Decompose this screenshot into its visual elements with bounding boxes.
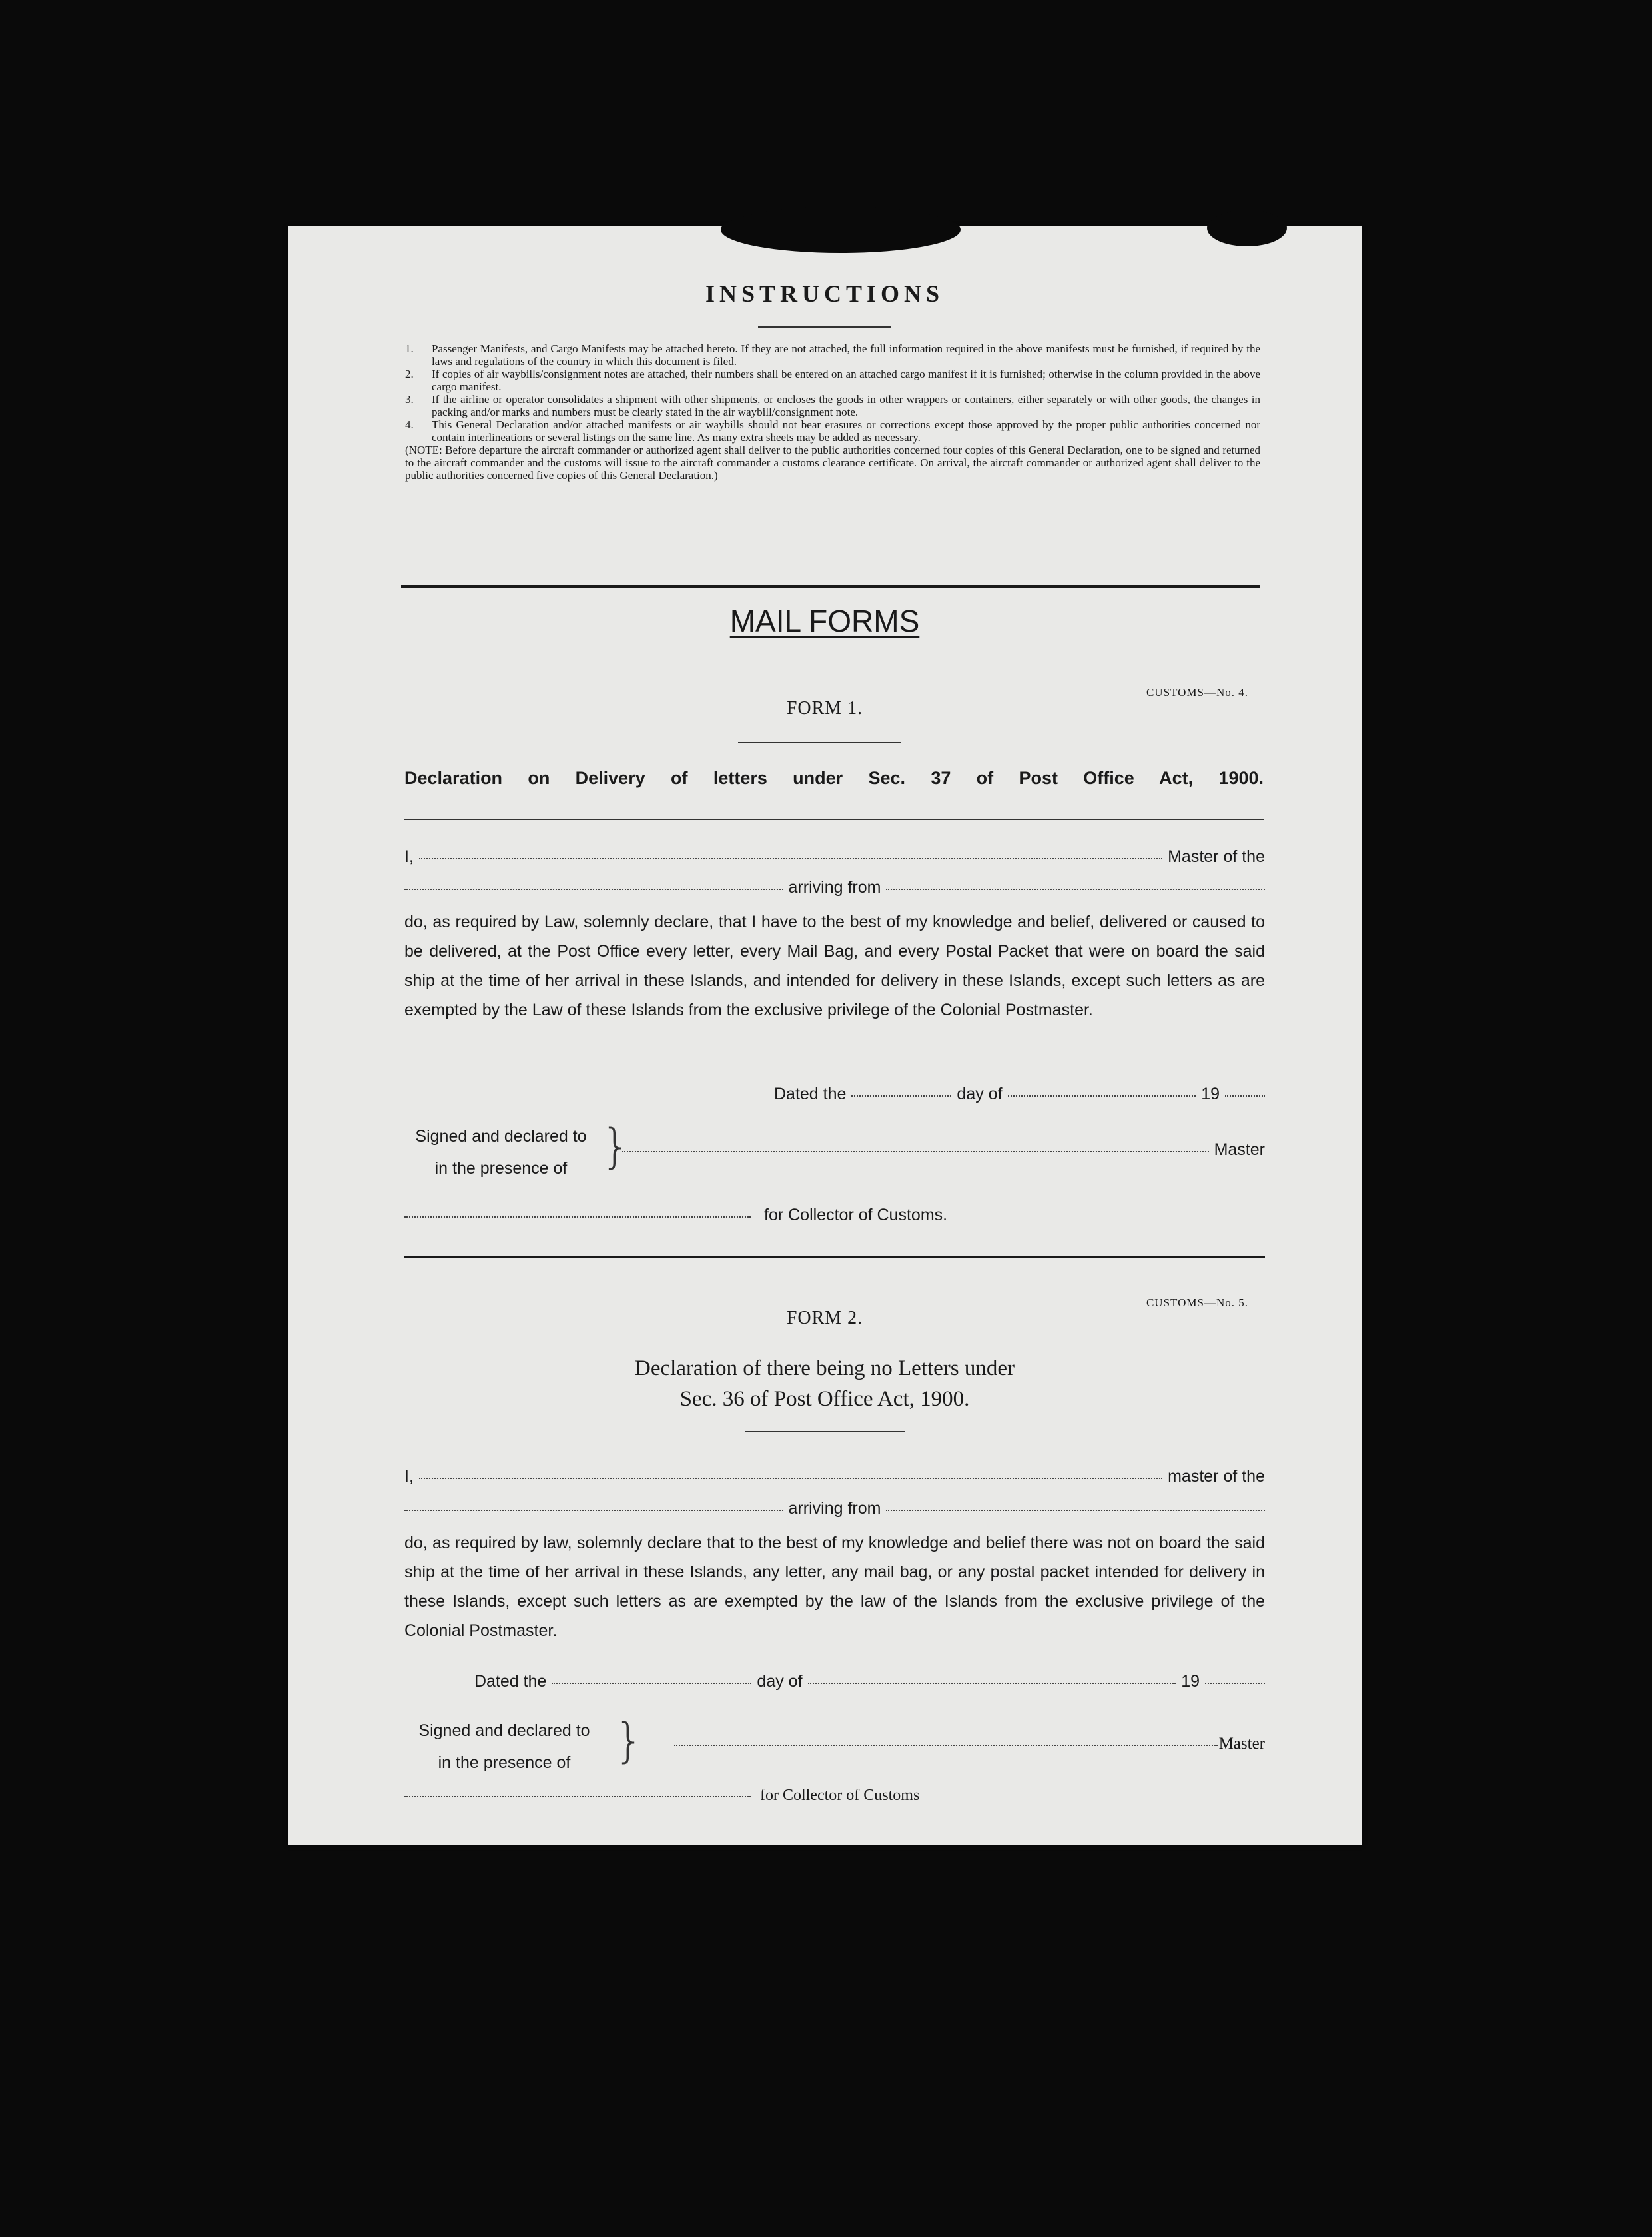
instructions-list xyxy=(405,342,1260,482)
instruction-item: 4. This General Declaration and/or attached manifests or air waybills should not bear erasures or corrections except those approved by the proper public authorities concerned nor contain interlineations or several listings on the same line. As many extra sheets may be added as necessary. xyxy=(405,418,1260,444)
form1-heading: Declaration on Delivery of letters under Sec. 37 of Post Office Act, 1900. xyxy=(404,768,1264,788)
master-name-field[interactable] xyxy=(419,858,1162,859)
customs-number: CUSTOMS—No. 5. xyxy=(1146,1296,1248,1309)
torn-edge xyxy=(1207,210,1287,246)
date-day-field[interactable] xyxy=(851,1095,951,1097)
master-signature-field[interactable] xyxy=(622,1151,1209,1152)
instruction-item: 3. If the airline or operator consolidates a shipment with other shipments, or encloses the goods in other wrappers or containers, either separately or with other goods, the changes in packing and/or marks and numbers must be clearly stated in the air waybill/consignment note. xyxy=(405,393,1260,418)
form2-arriving-line: arriving from xyxy=(404,1499,1265,1518)
form1-signed-label: Signed and declared to in the presence of xyxy=(415,1127,587,1178)
form2-master-line: I, master of the xyxy=(404,1467,1265,1486)
instruction-item: 2. If copies of air waybills/consignment notes are attached, their numbers shall be entered on an attached cargo manifest if it is furnished; otherwise in the column provided in the above cargo manifest. xyxy=(405,368,1260,393)
form2-signed-label: Signed and declared to in the presence of xyxy=(418,1721,590,1772)
title-underline xyxy=(758,326,891,328)
form1-master-sign-line: Master xyxy=(622,1140,1265,1160)
master-name-field[interactable] xyxy=(419,1478,1162,1479)
form-divider xyxy=(404,1256,1265,1258)
form2-date-line: Dated the day of 19 xyxy=(474,1672,1265,1691)
form1-collector-line: for Collector of Customs. xyxy=(404,1206,1004,1225)
date-year-field[interactable] xyxy=(1225,1095,1265,1097)
master-signature-field[interactable] xyxy=(674,1745,1218,1746)
form2-master-sign-line: Master xyxy=(674,1735,1265,1753)
origin-field[interactable] xyxy=(886,889,1265,890)
form2-heading-underline xyxy=(745,1431,905,1432)
date-month-field[interactable] xyxy=(808,1683,1176,1684)
ship-name-field[interactable] xyxy=(404,1510,783,1511)
brace: } xyxy=(614,1713,644,1768)
form1-label: FORM 1. xyxy=(786,698,863,719)
form2-body: do, as required by law, solemnly declare that to the best of my knowledge and belief there was not on board the said ship at the time of her arrival in these Islands, any letter, any mail bag, or any postal packet intended for delivery in these Islands, except such letters as are exempted by the law of the Islands from the exclusive privilege of the Colonial Postmaster. xyxy=(404,1534,1265,1640)
instruction-note: (NOTE: Before departure the aircraft commander or authorized agent shall deliver to the public authorities concerned four copies of this General Declaration, one to be signed and returned to the aircraft commander and the customs will issue to the aircraft commander a customs clearance certificate. On arrival, the aircraft commander or authorized agent shall deliver to the public authorities concerned five copies of this General Declaration.) xyxy=(405,444,1260,482)
ship-name-field[interactable] xyxy=(404,889,783,890)
date-day-field[interactable] xyxy=(552,1683,751,1684)
collector-signature-field[interactable] xyxy=(404,1216,751,1218)
collector-signature-field[interactable] xyxy=(404,1796,751,1797)
origin-field[interactable] xyxy=(886,1510,1265,1511)
date-year-field[interactable] xyxy=(1205,1683,1265,1684)
mail-forms-title: MAIL FORMS xyxy=(729,604,920,638)
customs-number: CUSTOMS—No. 4. xyxy=(1146,686,1248,699)
form2-heading-line1: Declaration of there being no Letters under xyxy=(635,1356,1015,1380)
date-month-field[interactable] xyxy=(1008,1095,1196,1097)
form1-arriving-line: arriving from xyxy=(404,878,1265,897)
form1-label-underline xyxy=(738,742,901,743)
instructions-title: INSTRUCTIONS xyxy=(705,280,945,307)
form2-heading-line2: Sec. 36 of Post Office Act, 1900. xyxy=(679,1387,970,1411)
document-page xyxy=(288,226,1362,1845)
instruction-item: 1. Passenger Manifests, and Cargo Manifests may be attached hereto. If they are not attached, the full information required in the above manifests must be furnished, if required by the laws and regulations of the country in which this document is filed. xyxy=(405,342,1260,368)
form1-master-line: I, Master of the xyxy=(404,847,1265,866)
torn-edge xyxy=(721,207,961,253)
form2-collector-line: for Collector of Customs xyxy=(404,1787,1070,1805)
form1-body: do, as required by Law, solemnly declare, that I have to the best of my knowledge and belief, delivered or caused to be delivered, at the Post Office every letter, every Mail Bag, and every Postal Packet that were on board the said ship at the time of her arrival in these Islands, and intended for delivery in these Islands, except such letters as are exempted by the Law of these Islands from the exclusive privilege of the Colonial Postmaster. xyxy=(404,913,1265,1019)
form2-label: FORM 2. xyxy=(786,1308,863,1328)
brace: } xyxy=(601,1119,631,1174)
form1-heading-rule xyxy=(404,819,1264,820)
form1-date-line: Dated the day of 19 xyxy=(774,1085,1265,1104)
section-divider xyxy=(401,585,1260,588)
